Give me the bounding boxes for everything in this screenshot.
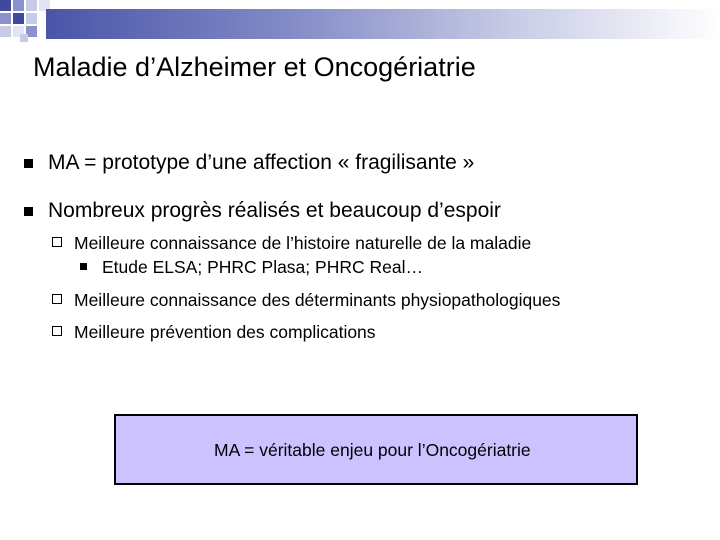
deco-square <box>26 13 37 24</box>
sub-bullet-text: Meilleure connaissance de l’histoire naturelle de la maladie <box>74 233 532 253</box>
deco-square <box>20 34 28 42</box>
deco-square <box>0 26 11 37</box>
deco-square <box>13 13 24 24</box>
callout-box <box>114 414 638 485</box>
square-bullet-icon <box>24 207 33 216</box>
deco-square <box>0 0 11 11</box>
callout-text: MA = véritable enjeu pour l’Oncogériatrie <box>214 440 531 460</box>
deco-square <box>13 0 24 11</box>
bullet-text: Nombreux progrès réalisés et beaucoup d’espoir <box>48 199 501 222</box>
sub-bullet-text: Meilleure connaissance des déterminants physiopathologiques <box>74 290 561 310</box>
deco-square <box>0 13 11 24</box>
square-bullet-icon <box>24 159 33 168</box>
hollow-square-bullet-icon <box>52 326 62 336</box>
hollow-square-bullet-icon <box>52 237 62 247</box>
sub-bullet-text: Meilleure prévention des complications <box>74 322 376 342</box>
hollow-square-bullet-icon <box>52 294 62 304</box>
bullet-text: MA = prototype d’une affection « fragilisante » <box>48 151 475 174</box>
slide-title: Maladie d’Alzheimer et Oncogériatrie <box>33 52 476 82</box>
deco-square <box>26 0 37 11</box>
square-bullet-icon <box>80 263 87 270</box>
sub-sub-bullet-text: Etude ELSA; PHRC Plasa; PHRC Real… <box>102 257 423 277</box>
header-gradient-bar <box>46 9 720 39</box>
